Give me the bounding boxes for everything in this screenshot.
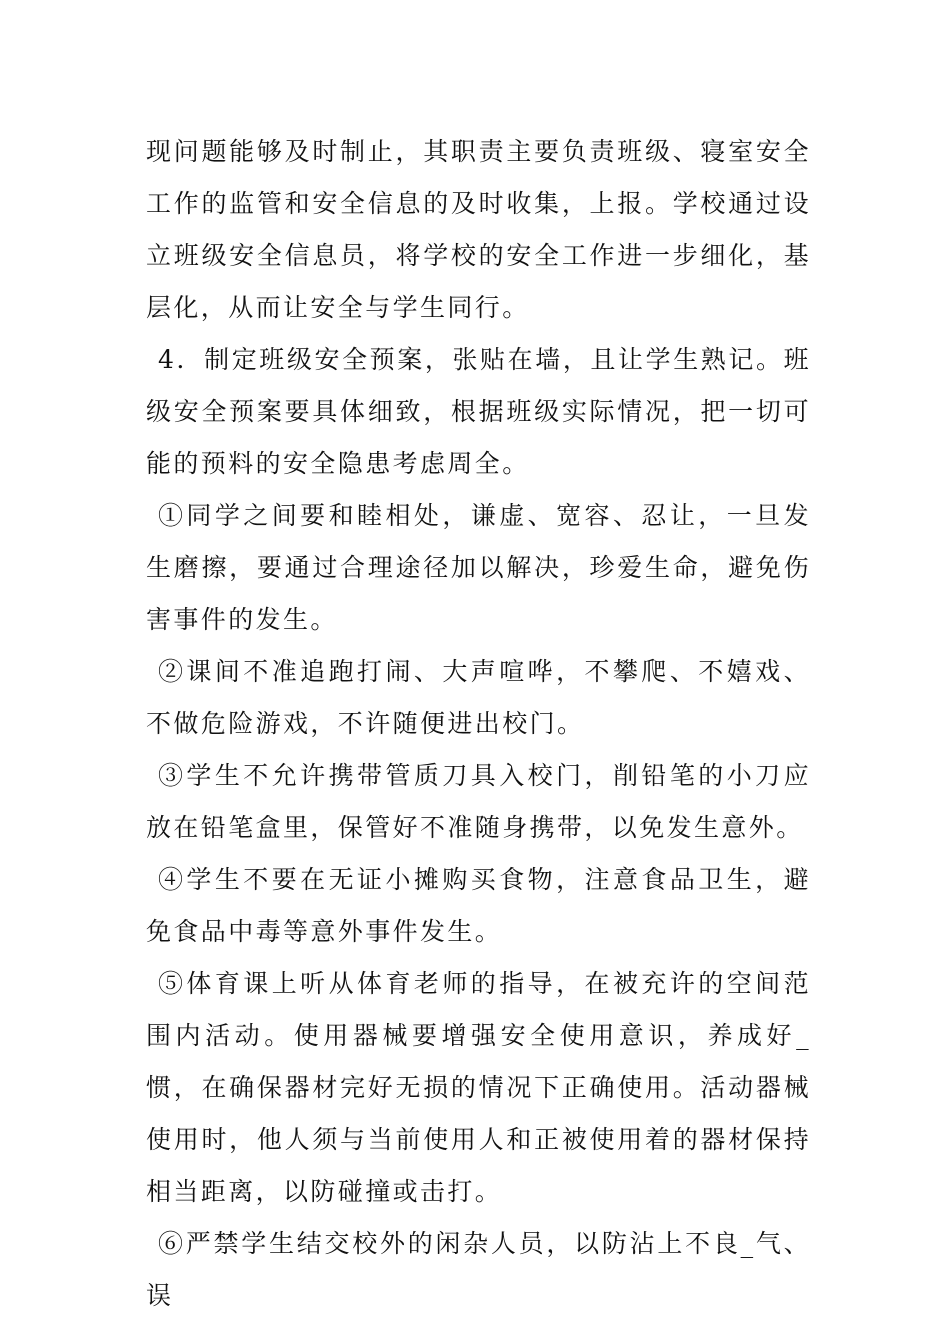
paragraph-rule-1: ①同学之间要和睦相处，谦虚、宽容、忍让，一旦发生磨擦，要通过合理途径加以解决，珍爱生命，避免伤害事件的发生。 bbox=[146, 501, 811, 634]
paragraph-safety-plan: 4．制定班级安全预案，张贴在墙，且让学生熟记。班级安全预案要具体细致，根据班级实际情况，把一切可能的预料的安全隐患考虑周全。 bbox=[146, 345, 811, 478]
paragraph-rule-2: ②课间不准追跑打闹、大声喧哗，不攀爬、不嬉戏、不做危险游戏，不许随便进出校门。 bbox=[146, 657, 811, 738]
paragraph-rule-3: ③学生不允许携带管质刀具入校门，削铅笔的小刀应放在铅笔盒里，保管好不准随身携带，以免发生意外。 bbox=[146, 761, 811, 842]
paragraph-rule-5: ⑤体育课上听从体育老师的指导，在被充许的空间范围内活动。使用器械要增强安全使用意识，养成好_惯，在确保器材完好无损的情况下正确使用。活动器械使用时，他人须与当前使用人和正被使用着的器材保持相当距离，以防碰撞或击打。 bbox=[146, 969, 811, 1206]
paragraph-rule-4: ④学生不要在无证小摊购买食物，注意食品卫生，避免食品中毒等意外事件发生。 bbox=[146, 865, 811, 946]
paragraph-info-officer: 现问题能够及时制止，其职责主要负责班级、寝室安全工作的监管和安全信息的及时收集，上报。学校通过设立班级安全信息员，将学校的安全工作进一步细化，基层化，从而让安全与学生同行。 bbox=[146, 137, 811, 322]
document-body bbox=[146, 126, 811, 1322]
paragraph-rule-6: ⑥严禁学生结交校外的闲杂人员，以防沾上不良_气、误 bbox=[146, 1229, 811, 1310]
